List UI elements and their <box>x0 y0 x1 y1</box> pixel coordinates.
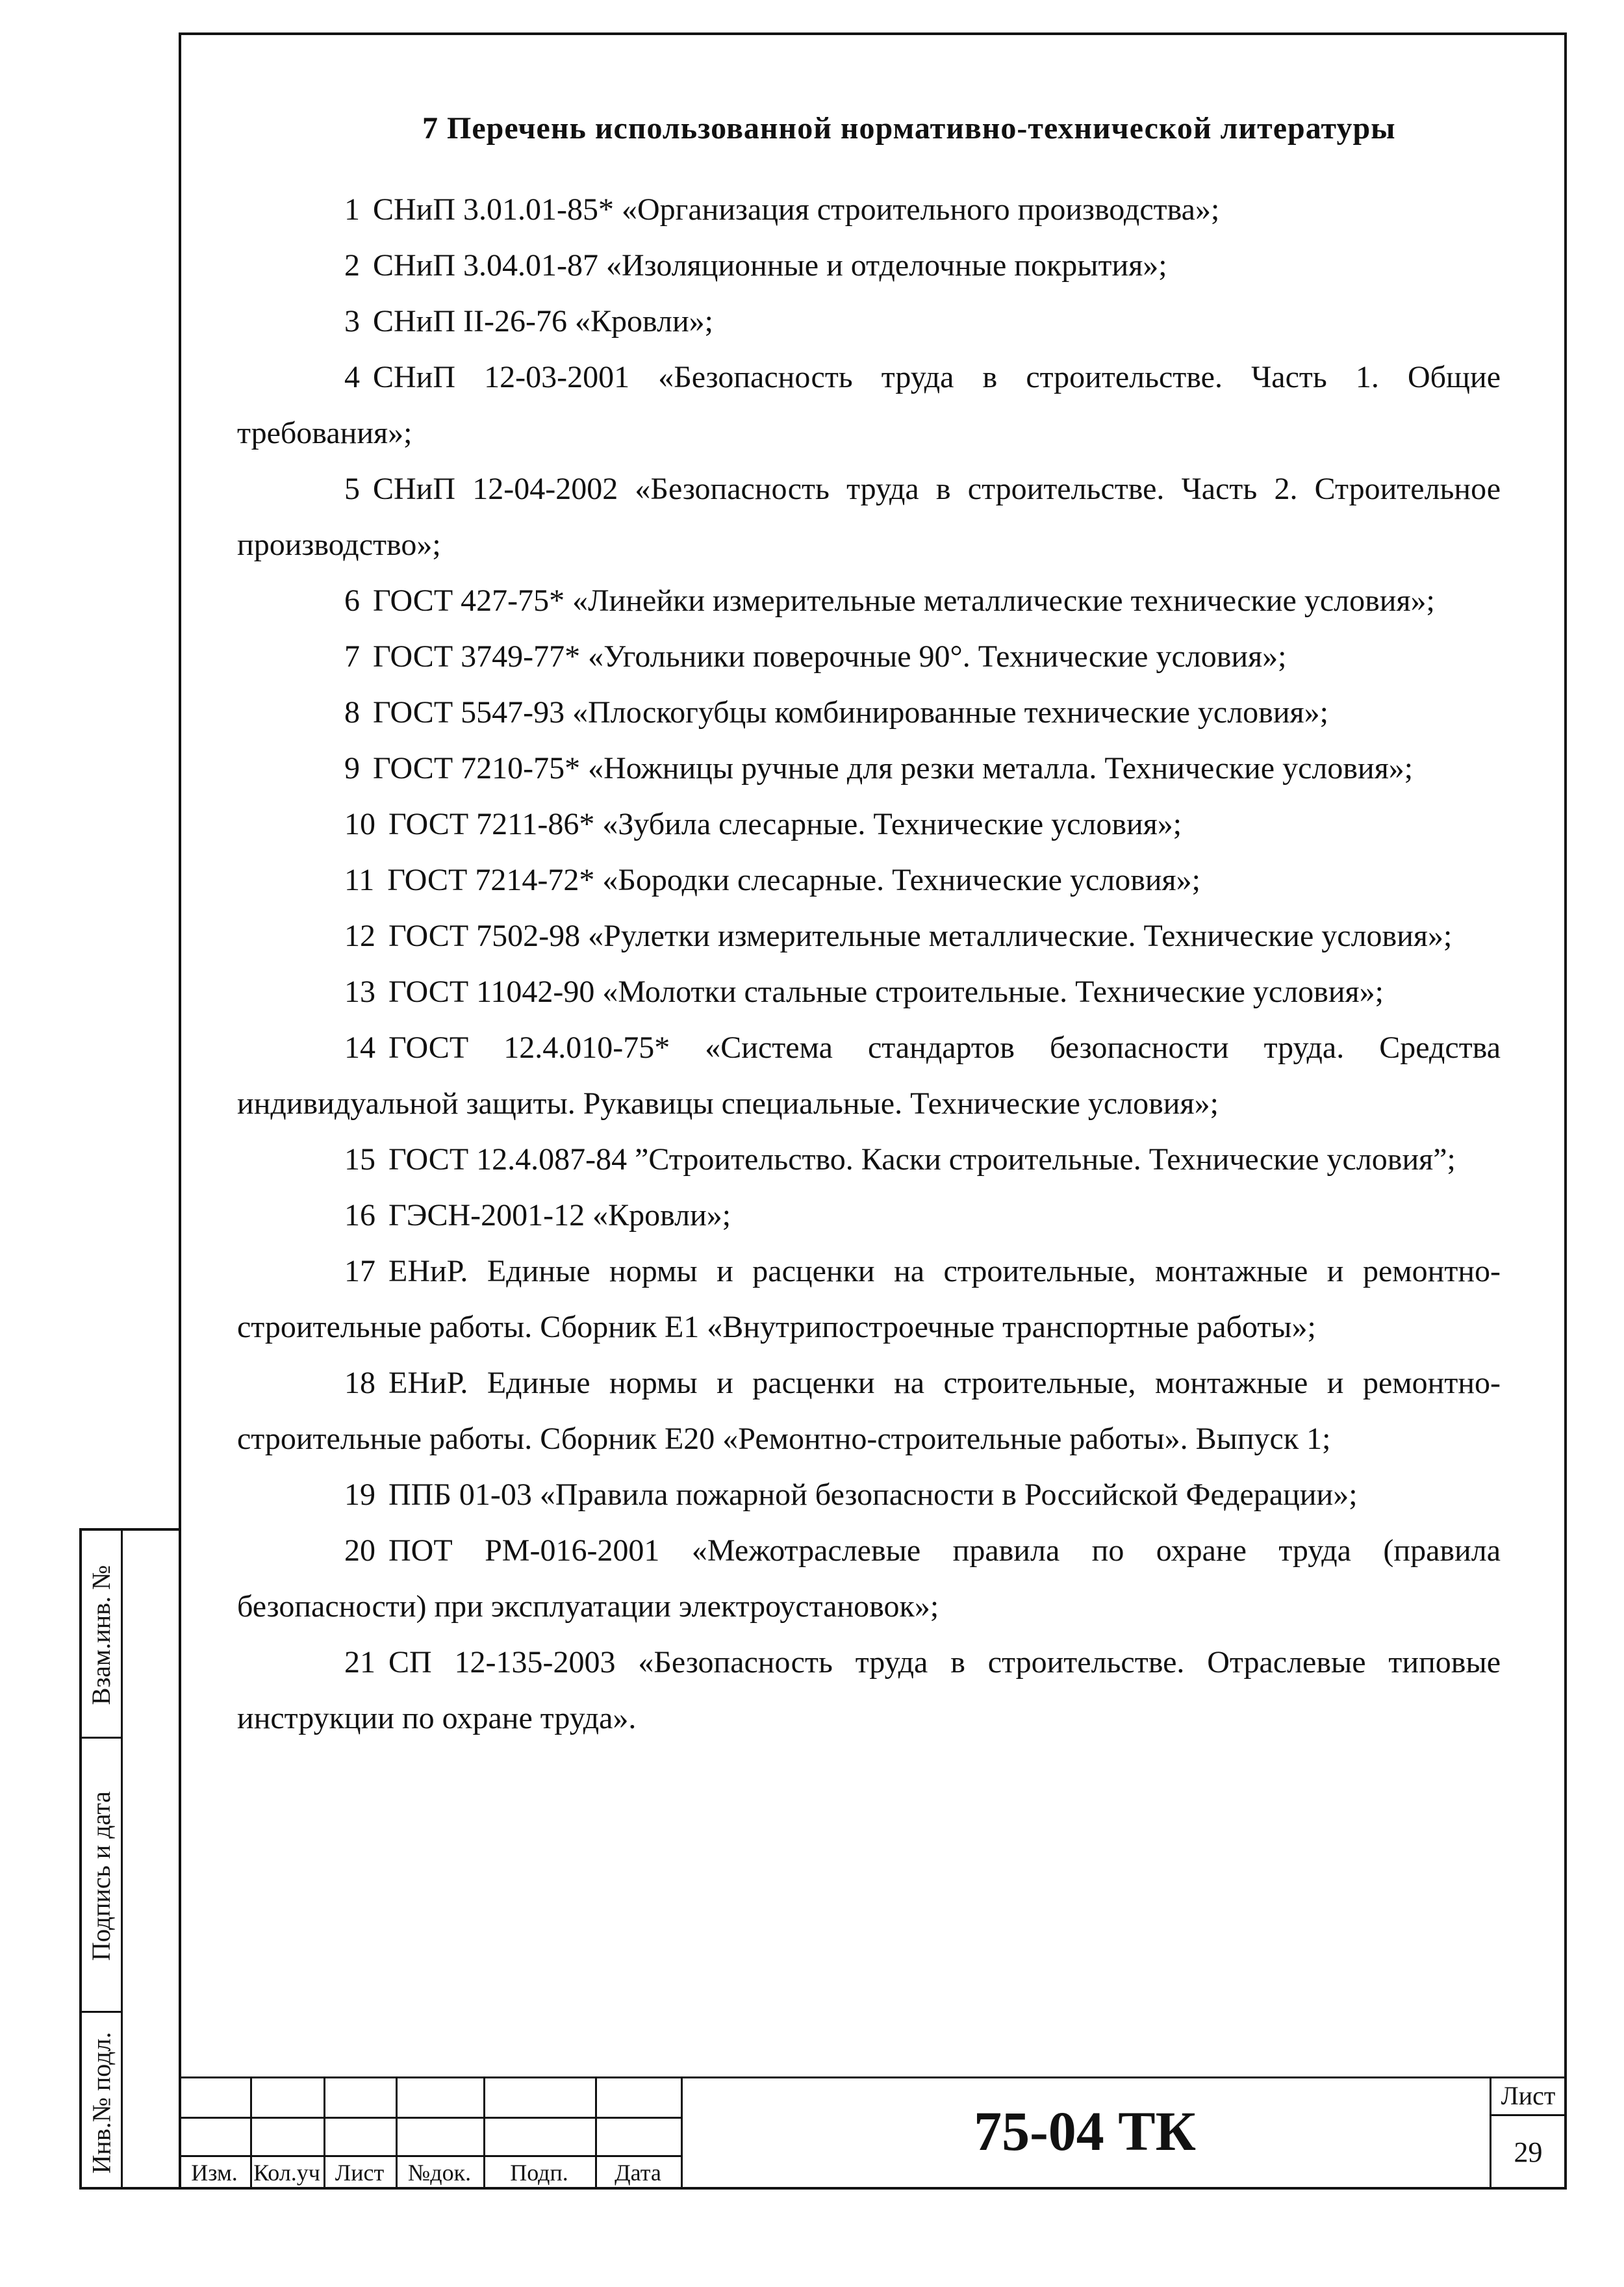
col-ndok: №док. <box>407 2159 472 2186</box>
reference-item <box>237 182 1501 238</box>
sheet-number: 29 <box>1514 2136 1543 2168</box>
reference-item <box>237 908 1501 964</box>
reference-number: 1 <box>344 192 360 227</box>
reference-item <box>237 1523 1501 1635</box>
replacement-inventory-label: Взам.инв. № <box>86 1565 116 1705</box>
reference-number: 2 <box>344 248 360 283</box>
reference-number: 9 <box>344 751 360 786</box>
reference-text: ГОСТ 7211-86* «Зубила слесарные. Технические условия»; <box>388 807 1182 841</box>
reference-item <box>237 294 1501 350</box>
reference-item <box>237 573 1501 629</box>
reference-item <box>237 1635 1501 1746</box>
reference-text: ППБ 01-03 «Правила пожарной безопасности в Российской Федерации»; <box>388 1477 1358 1512</box>
reference-number: 3 <box>344 304 360 339</box>
reference-text: ГОСТ 7210-75* «Ножницы ручные для резки металла. Технические условия»; <box>373 751 1414 786</box>
reference-list <box>237 182 1501 1746</box>
reference-text: ГОСТ 3749-77* «Угольники поверочные 90°. Технические условия»; <box>373 639 1287 674</box>
reference-item <box>237 685 1501 741</box>
reference-text: ГОСТ 7502-98 «Рулетки измерительные металлические. Технические условия»; <box>388 919 1453 953</box>
reference-text: ГОСТ 12.4.010-75* «Система стандартов безопасности труда. Средства индивидуальной защиты. Рукавицы специальные. Технические условия»; <box>237 1030 1501 1121</box>
reference-text: ГОСТ 11042-90 «Молотки стальные строительные. Технические условия»; <box>388 975 1384 1009</box>
reference-text: СНиП 3.04.01-87 «Изоляционные и отделочные покрытия»; <box>373 248 1167 283</box>
reference-text: ЕНиР. Единые нормы и расценки на строительные, монтажные и ремонтно-строительные работы. Сборник Е20 «Ремонтно-строительные работы». Выпуск 1; <box>237 1366 1501 1456</box>
reference-number: 11 <box>344 863 375 897</box>
reference-number: 20 <box>344 1533 375 1568</box>
reference-item <box>237 1132 1501 1188</box>
reference-text: СНиП 12-04-2002 «Безопасность труда в строительстве. Часть 2. Строительное производство»; <box>237 472 1501 562</box>
reference-number: 18 <box>344 1366 375 1400</box>
reference-item <box>237 797 1501 852</box>
reference-item <box>237 1188 1501 1244</box>
original-inventory-label: Инв.№ подл. <box>86 2032 116 2173</box>
reference-text: ГОСТ 7214-72* «Бородки слесарные. Технические условия»; <box>387 863 1200 897</box>
col-list: Лист <box>335 2159 385 2186</box>
reference-number: 4 <box>344 360 360 394</box>
section-heading: 7 Перечень использованной нормативно-технической литературы <box>422 111 1396 146</box>
reference-text: СП 12-135-2003 «Безопасность труда в строительстве. Отраслевые типовые инструкции по охране труда». <box>237 1645 1501 1735</box>
reference-number: 8 <box>344 695 360 730</box>
reference-number: 15 <box>344 1142 375 1177</box>
reference-text: ГОСТ 427-75* «Линейки измерительные металлические технические условия»; <box>373 583 1435 618</box>
col-izm: Изм. <box>191 2159 238 2186</box>
col-podp: Подп. <box>510 2159 568 2186</box>
col-kol-uch: Кол.уч <box>253 2159 320 2186</box>
reference-number: 13 <box>344 975 375 1009</box>
sheet-label: Лист <box>1501 2080 1556 2110</box>
signature-date-label: Подпись и дата <box>86 1791 116 1961</box>
reference-number: 6 <box>344 583 360 618</box>
reference-item <box>237 238 1501 294</box>
reference-number: 16 <box>344 1198 375 1233</box>
reference-number: 12 <box>344 919 375 953</box>
reference-text: ГЭСН-2001-12 «Кровли»; <box>388 1198 731 1233</box>
reference-text: ПОТ РМ-016-2001 «Межотраслевые правила по охране труда (правила безопасности) при эксплуатации электроустановок»; <box>237 1533 1501 1624</box>
reference-item <box>237 629 1501 685</box>
reference-item <box>237 1467 1501 1523</box>
reference-item <box>237 1020 1501 1132</box>
reference-item <box>237 1244 1501 1355</box>
reference-number: 14 <box>344 1030 375 1065</box>
reference-number: 7 <box>344 639 360 674</box>
reference-number: 19 <box>344 1477 375 1512</box>
reference-item <box>237 852 1501 908</box>
reference-number: 5 <box>344 472 360 506</box>
reference-number: 10 <box>344 807 375 841</box>
reference-text: СНиП 12-03-2001 «Безопасность труда в строительстве. Часть 1. Общие требования»; <box>237 360 1501 450</box>
reference-text: ЕНиР. Единые нормы и расценки на строительные, монтажные и ремонтно-строительные работы. Сборник Е1 «Внутрипостроечные транспортные работы»; <box>237 1254 1501 1344</box>
document-code: 75-04 ТК <box>974 2100 1196 2162</box>
reference-number: 21 <box>344 1645 375 1680</box>
col-data: Дата <box>615 2159 661 2186</box>
reference-text: СНиП 3.01.01-85* «Организация строительного производства»; <box>373 192 1220 227</box>
reference-item <box>237 964 1501 1020</box>
side-stamp <box>79 1528 180 2190</box>
reference-text: ГОСТ 12.4.087-84 ”Строительство. Каски строительные. Технические условия”; <box>388 1142 1456 1177</box>
reference-text: СНиП II-26-76 «Кровли»; <box>373 304 713 339</box>
reference-item <box>237 461 1501 573</box>
reference-text: ГОСТ 5547-93 «Плоскогубцы комбинированные технические условия»; <box>373 695 1328 730</box>
reference-item <box>237 1355 1501 1467</box>
reference-item <box>237 350 1501 461</box>
reference-number: 17 <box>344 1254 375 1288</box>
reference-item <box>237 741 1501 797</box>
